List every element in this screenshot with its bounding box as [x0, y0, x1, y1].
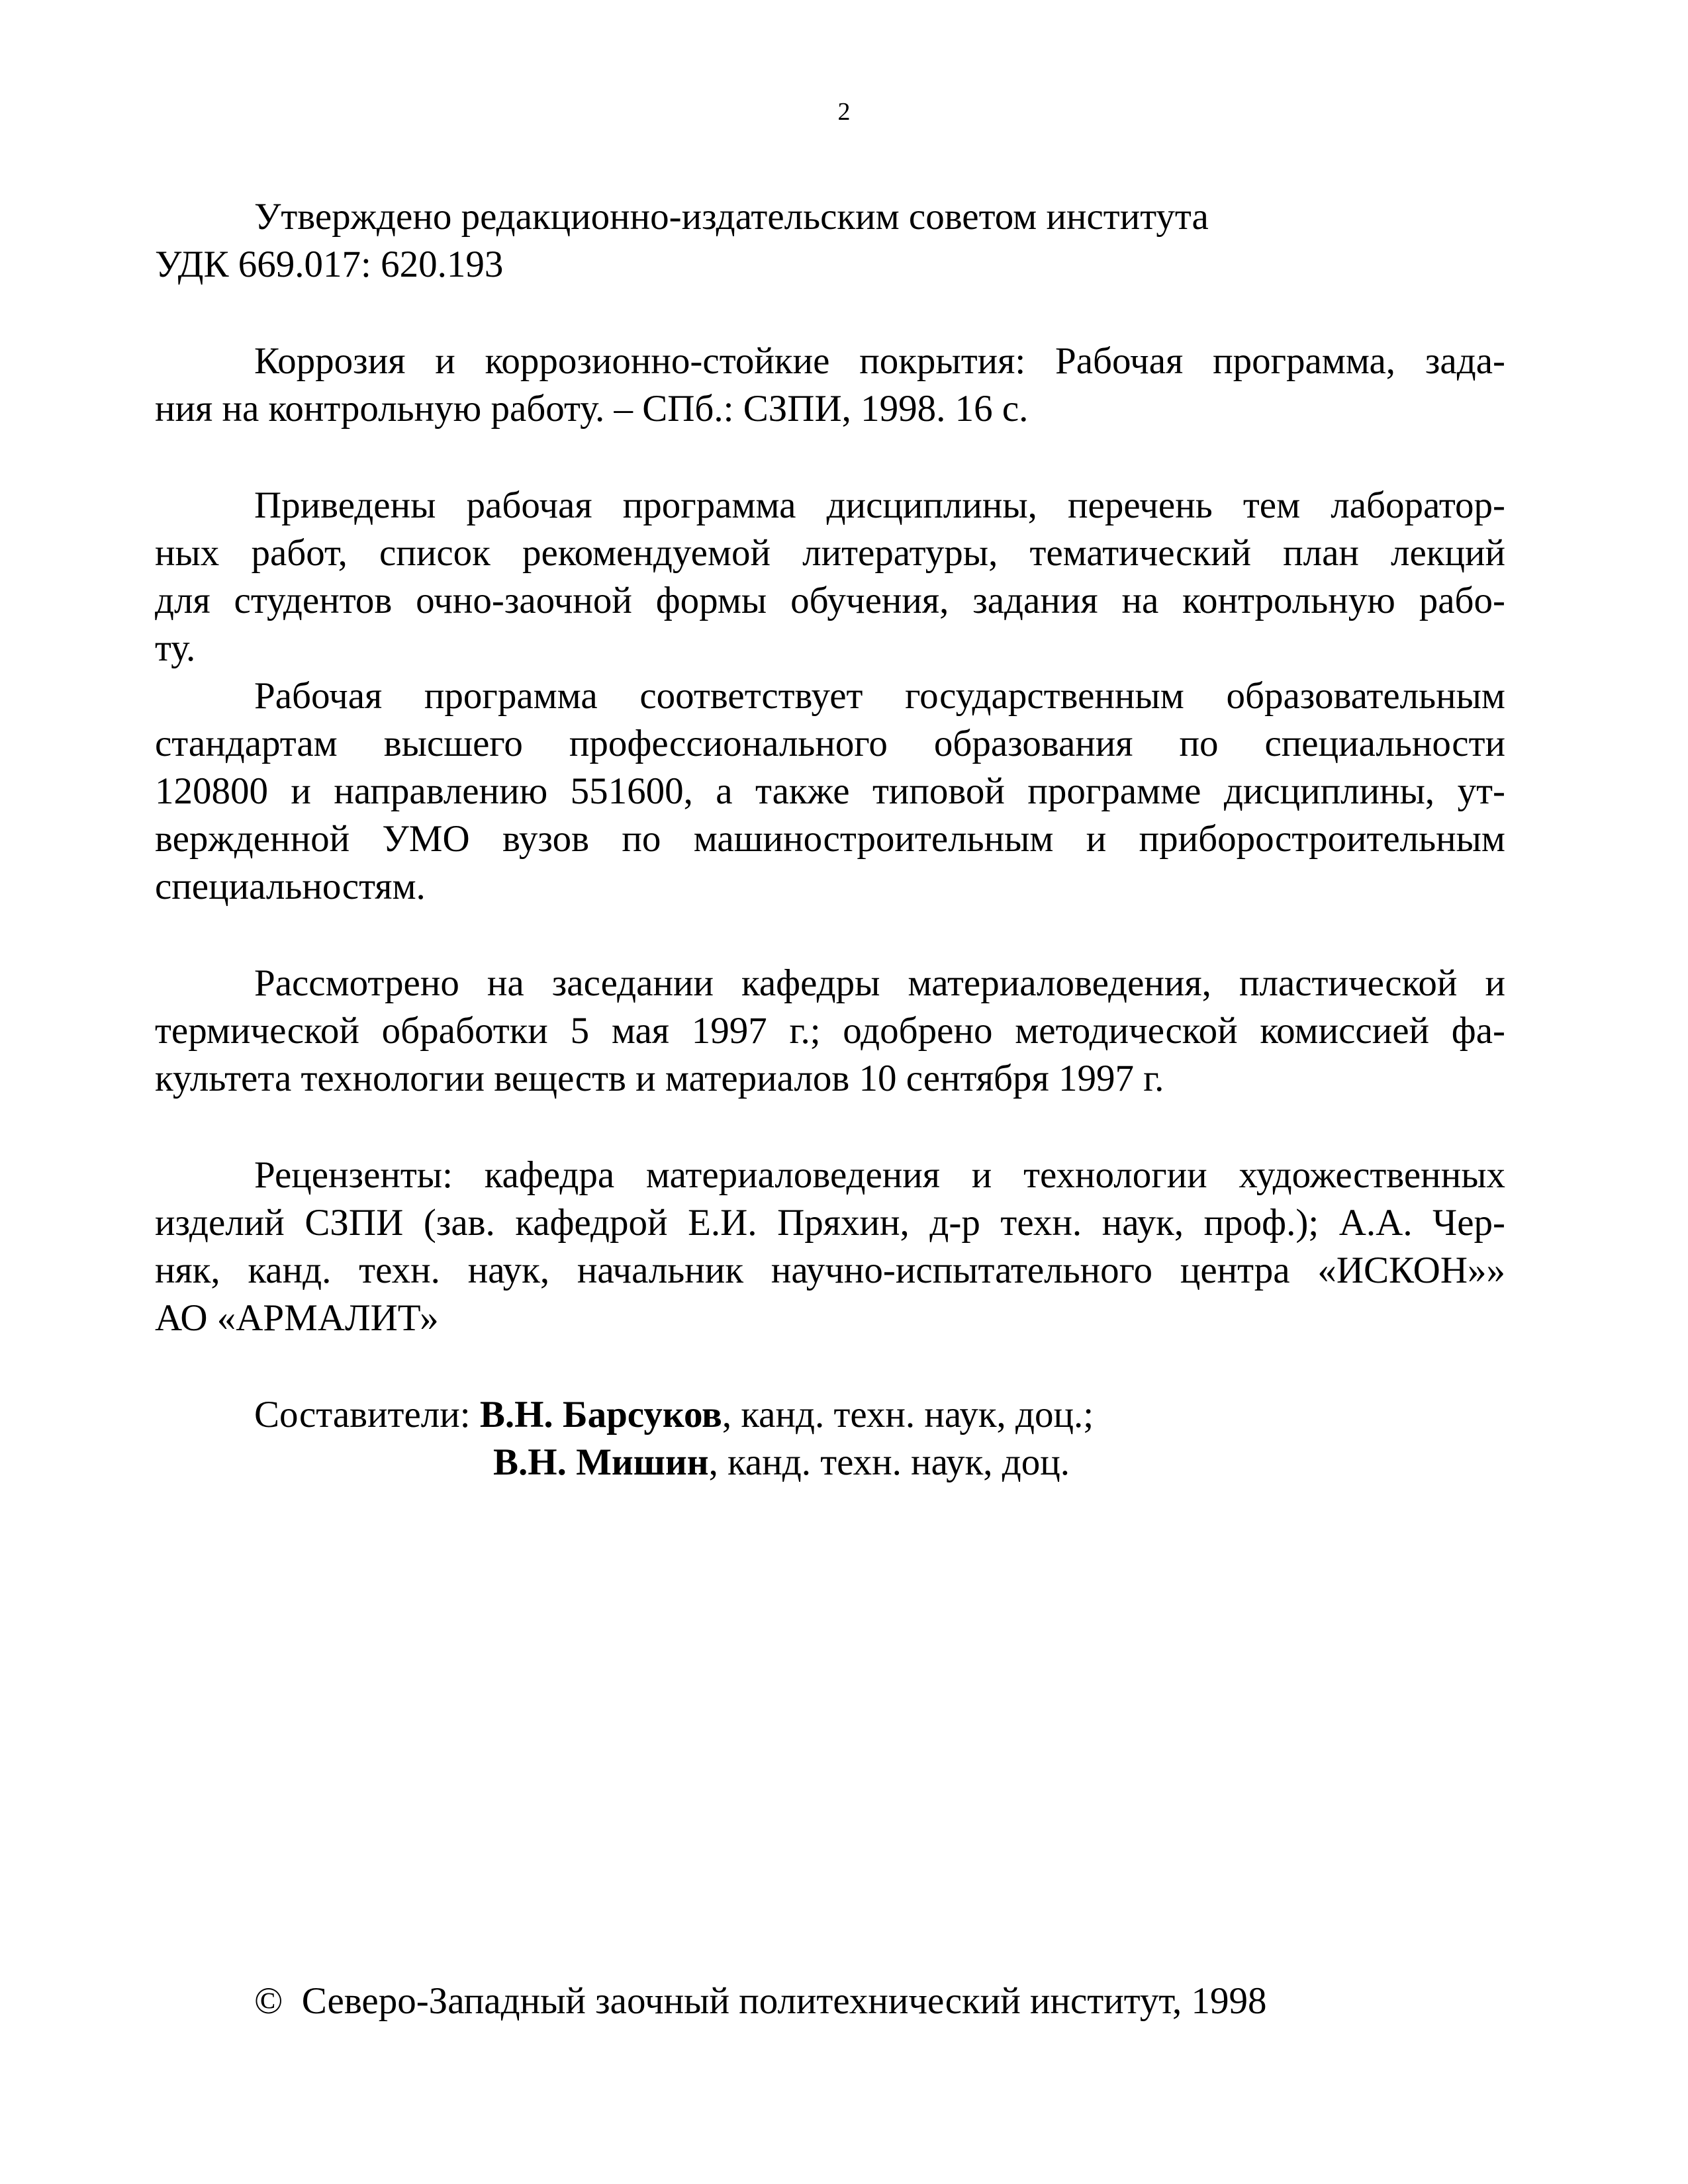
- compiler-details: , канд. техн. наук, доц.: [708, 1441, 1070, 1483]
- reviewers-line: няк, канд. техн. наук, начальник научно-испытательного центра «ИСКОН»»: [155, 1250, 1505, 1291]
- abstract-paragraph-2: [155, 672, 1505, 911]
- citation-line: ния на контрольную работу. – СПб.: СЗПИ, 1998. 16 с.: [155, 388, 1029, 430]
- copyright-notice: © Северо-Западный заочный политехнический институт, 1998: [254, 1980, 1267, 2022]
- citation-line: Коррозия и коррозионно-стойкие покрытия: Рабочая программа, зада-: [254, 340, 1505, 382]
- compilers-block: [155, 1391, 1505, 1486]
- abstract-line: Рабочая программа соответствует государственным образовательным: [254, 675, 1505, 717]
- abstract-line: вержденной УМО вузов по машиностроительным и приборостроительным: [155, 818, 1505, 860]
- review-paragraph: [155, 960, 1505, 1103]
- reviewers-line: АО «АРМАЛИТ»: [155, 1297, 439, 1339]
- page-number: 2: [837, 98, 851, 126]
- abstract-paragraph-1: [155, 482, 1505, 672]
- abstract-line: специальностям.: [155, 866, 426, 907]
- udc-code: УДК 669.017: 620.193: [155, 244, 504, 285]
- spacer: [155, 1342, 1505, 1391]
- compiler-name: В.Н. Барсуков: [479, 1394, 722, 1435]
- reviewers-paragraph: [155, 1152, 1505, 1342]
- compiler-name: В.Н. Мишин: [493, 1441, 709, 1483]
- compiler-line-2: [155, 1439, 1505, 1486]
- review-line: термической обработки 5 мая 1997 г.; одобрено методической комиссией фа-: [155, 1010, 1505, 1052]
- abstract-line: ных работ, список рекомендуемой литературы, тематический план лекций: [155, 532, 1505, 574]
- abstract-line: Приведены рабочая программа дисциплины, перечень тем лаборатор-: [254, 484, 1505, 526]
- approval-line: Утверждено редакционно-издательским советом института: [254, 196, 1209, 238]
- spacer: [155, 1103, 1505, 1152]
- abstract-line: для студентов очно-заочной формы обучения, задания на контрольную рабо-: [155, 580, 1505, 621]
- citation-paragraph: [155, 338, 1505, 433]
- spacer: [155, 433, 1505, 482]
- compiler-details: , канд. техн. наук, доц.;: [722, 1394, 1094, 1435]
- compiler-line-1: [155, 1391, 1505, 1439]
- abstract-line: 120800 и направлению 551600, а также типовой программе дисциплины, ут-: [155, 770, 1505, 812]
- spacer: [155, 289, 1505, 338]
- compilers-label: Составители:: [254, 1394, 480, 1435]
- reviewers-line: изделий СЗПИ (зав. кафедрой Е.И. Пряхин, д-р техн. наук, проф.); А.А. Чер-: [155, 1202, 1505, 1244]
- reviewers-line: Рецензенты: кафедра материаловедения и технологии художественных: [254, 1154, 1505, 1196]
- document-body: [155, 193, 1505, 1486]
- spacer: [155, 911, 1505, 960]
- review-line: Рассмотрено на заседании кафедры материаловедения, пластической и: [254, 962, 1505, 1004]
- review-line: культета технологии веществ и материалов 10 сентября 1997 г.: [155, 1058, 1164, 1099]
- abstract-line: стандартам высшего профессионального образования по специальности: [155, 723, 1505, 764]
- abstract-line: ту.: [155, 627, 196, 669]
